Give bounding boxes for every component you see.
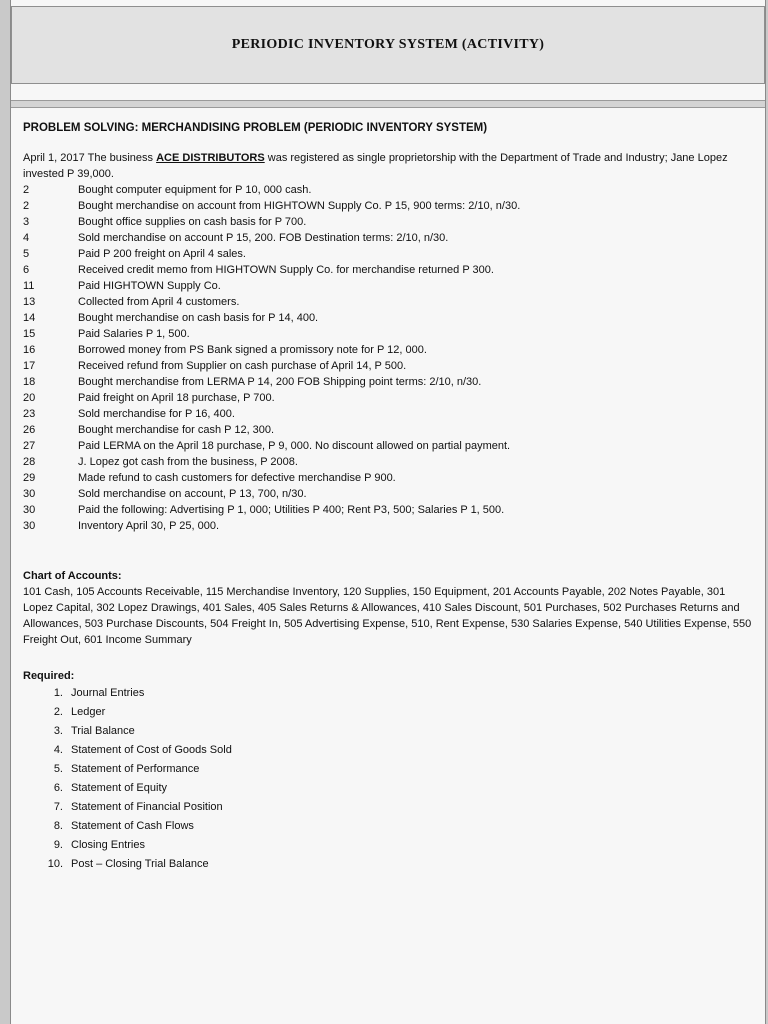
- required-item-number: 3.: [53, 725, 63, 737]
- transaction-row: [23, 518, 753, 534]
- transaction-day: 30: [23, 504, 36, 516]
- transaction-day: 16: [23, 344, 36, 356]
- transaction-text: Received refund from Supplier on cash purchase of April 14, P 500.: [78, 360, 407, 372]
- transaction-text: Paid HIGHTOWN Supply Co.: [78, 280, 221, 292]
- required-item-text: Ledger: [71, 706, 106, 718]
- intro-text-before: April 1, 2017 The business: [23, 152, 157, 164]
- transaction-text: Made refund to cash customers for defective merchandise P 900.: [78, 472, 396, 484]
- transaction-day: 30: [23, 520, 36, 532]
- chart-of-accounts-heading: Chart of Accounts:: [23, 570, 122, 582]
- required-item-number: 4.: [53, 744, 63, 756]
- header-box: [11, 6, 765, 84]
- required-item: [23, 741, 753, 760]
- transaction-row: [23, 214, 753, 230]
- required-item-number: 8.: [53, 820, 63, 832]
- transaction-text: Paid freight on April 18 purchase, P 700.: [78, 392, 275, 404]
- required-item-text: Statement of Financial Position: [71, 801, 223, 813]
- required-item-number: 5.: [53, 763, 63, 775]
- transaction-day: 4: [23, 232, 30, 244]
- transaction-day: 20: [23, 392, 36, 404]
- transaction-row: [23, 246, 753, 262]
- transaction-day: 14: [23, 312, 36, 324]
- required-item: [23, 836, 753, 855]
- transaction-day: 17: [23, 360, 36, 372]
- transaction-day: 28: [23, 456, 36, 468]
- transaction-row: [23, 486, 753, 502]
- required-item: [23, 817, 753, 836]
- content-area: [23, 120, 753, 874]
- transaction-row: [23, 374, 753, 390]
- transaction-text: Paid the following: Advertising P 1, 000; Utilities P 400; Rent P3, 500; Salaries P 1, 500.: [78, 504, 505, 516]
- required-item-text: Statement of Cash Flows: [71, 820, 194, 832]
- transaction-text: Collected from April 4 customers.: [78, 296, 240, 308]
- transaction-row: [23, 230, 753, 246]
- required-item-text: Statement of Performance: [71, 763, 200, 775]
- required-item-text: Trial Balance: [71, 725, 135, 737]
- transaction-day: 11: [23, 280, 35, 292]
- intro-text-after: was registered as single proprietorship with the Department of Trade and Industry; Jane Lopez invested P 39,000.: [23, 152, 728, 180]
- required-item-number: 10.: [47, 858, 63, 870]
- required-item-text: Post – Closing Trial Balance: [71, 858, 209, 870]
- transaction-text: Received credit memo from HIGHTOWN Supply Co. for merchandise returned P 300.: [78, 264, 494, 276]
- required-item: [23, 722, 753, 741]
- required-item: [23, 760, 753, 779]
- transaction-text: Sold merchandise on account, P 13, 700, n/30.: [78, 488, 307, 500]
- transaction-row: [23, 310, 753, 326]
- required-item-text: Statement of Equity: [71, 782, 167, 794]
- required-heading: Required:: [23, 670, 75, 682]
- transaction-row: [23, 182, 753, 198]
- document-page: [10, 0, 766, 1024]
- transaction-day: 18: [23, 376, 36, 388]
- transaction-day: 23: [23, 408, 36, 420]
- transaction-row: [23, 358, 753, 374]
- transaction-row: [23, 470, 753, 486]
- transaction-row: [23, 438, 753, 454]
- transaction-day: 26: [23, 424, 36, 436]
- transaction-row: [23, 342, 753, 358]
- intro-paragraph: [23, 150, 753, 182]
- transaction-day: 29: [23, 472, 36, 484]
- transaction-text: Paid P 200 freight on April 4 sales.: [78, 248, 246, 260]
- company-name: ACE DISTRIBUTORS: [156, 152, 265, 164]
- transaction-row: [23, 278, 753, 294]
- transaction-row: [23, 326, 753, 342]
- required-list: [23, 684, 753, 874]
- required-item-number: 1.: [53, 687, 63, 699]
- transaction-day: 15: [23, 328, 36, 340]
- problem-title: PROBLEM SOLVING: MERCHANDISING PROBLEM (PERIODIC INVENTORY SYSTEM): [23, 122, 488, 134]
- required-item-text: Closing Entries: [71, 839, 145, 851]
- transaction-day: 6: [23, 264, 30, 276]
- transaction-text: Bought merchandise on account from HIGHTOWN Supply Co. P 15, 900 terms: 2/10, n/30.: [78, 200, 521, 212]
- transaction-text: Bought computer equipment for P 10, 000 cash.: [78, 184, 312, 196]
- transaction-row: [23, 294, 753, 310]
- page-title: PERIODIC INVENTORY SYSTEM (ACTIVITY): [231, 37, 545, 52]
- transaction-day: 30: [23, 488, 36, 500]
- transaction-text: Inventory April 30, P 25, 000.: [78, 520, 220, 532]
- transaction-text: Bought merchandise for cash P 12, 300.: [78, 424, 275, 436]
- required-item-text: Journal Entries: [71, 687, 145, 699]
- chart-of-accounts-text: 101 Cash, 105 Accounts Receivable, 115 Merchandise Inventory, 120 Supplies, 150 Equipment, 201 Accounts Payable, 202 Notes Payable, 301 Lopez Capital, 302 Lopez Drawings, 401 Sales, 405 Sales Returns & Allowances, 410 Sales Discount, 501 Purchases, 502 Purchases Returns and Allowances, 503 Purchase Discounts, 504 Freight In, 505 Advertising Expense, 510, Rent Expense, 530 Salaries Expense, 540 Utilities Expense, 550 Freight Out, 601 Income Summary: [23, 586, 752, 646]
- transaction-row: [23, 390, 753, 406]
- required-item-text: Statement of Cost of Goods Sold: [71, 744, 232, 756]
- transaction-day: 13: [23, 296, 36, 308]
- required-item-number: 6.: [53, 782, 63, 794]
- transaction-text: Sold merchandise for P 16, 400.: [78, 408, 235, 420]
- transaction-day: 2: [23, 184, 30, 196]
- required-item-number: 2.: [53, 706, 63, 718]
- section-divider: [11, 100, 765, 108]
- required-item: [23, 798, 753, 817]
- transaction-row: [23, 502, 753, 518]
- transaction-text: Sold merchandise on account P 15, 200. FOB Destination terms: 2/10, n/30.: [78, 232, 449, 244]
- transaction-row: [23, 422, 753, 438]
- transaction-text: Bought merchandise from LERMA P 14, 200 FOB Shipping point terms: 2/10, n/30.: [78, 376, 482, 388]
- transaction-day: 3: [23, 216, 30, 228]
- transaction-text: J. Lopez got cash from the business, P 2008.: [78, 456, 298, 468]
- transaction-row: [23, 406, 753, 422]
- transaction-text: Bought merchandise on cash basis for P 14, 400.: [78, 312, 319, 324]
- required-item: [23, 855, 753, 874]
- required-item-number: 9.: [53, 839, 63, 851]
- transaction-day: 2: [23, 200, 30, 212]
- required-item: [23, 703, 753, 722]
- transaction-row: [23, 262, 753, 278]
- required-item: [23, 684, 753, 703]
- transaction-row: [23, 454, 753, 470]
- required-item: [23, 779, 753, 798]
- transaction-text: Bought office supplies on cash basis for P 700.: [78, 216, 307, 228]
- transaction-text: Paid LERMA on the April 18 purchase, P 9, 000. No discount allowed on partial payment.: [78, 440, 511, 452]
- transaction-day: 5: [23, 248, 30, 260]
- required-item-number: 7.: [53, 801, 63, 813]
- transaction-row: [23, 198, 753, 214]
- transaction-day: 27: [23, 440, 36, 452]
- transaction-text: Borrowed money from PS Bank signed a promissory note for P 12, 000.: [78, 344, 427, 356]
- transaction-list: [23, 182, 753, 534]
- transaction-text: Paid Salaries P 1, 500.: [78, 328, 190, 340]
